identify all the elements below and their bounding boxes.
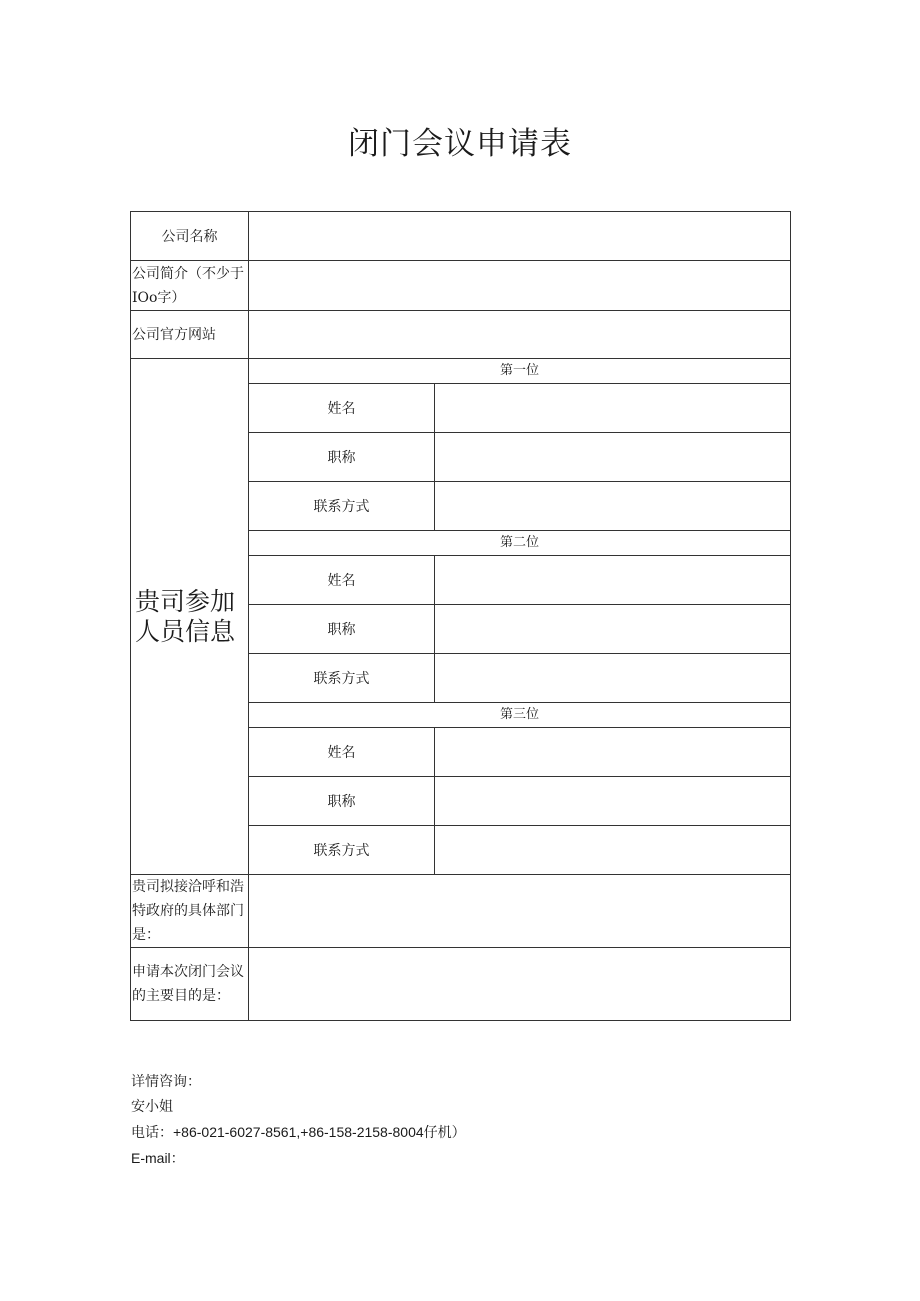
page-title: 闭门会议申请表 [348, 126, 572, 162]
purpose-field[interactable] [249, 948, 791, 1021]
company-intro-row [131, 261, 791, 311]
attendee-2-name-field[interactable] [435, 556, 791, 605]
email-label: E-mail： [131, 1150, 185, 1166]
purpose-label: 申请本次闭门会议的主要目的是： [131, 948, 249, 1021]
attendees-label: 贵司参加人员信息 [131, 359, 249, 875]
attendee-3-title-field[interactable] [435, 777, 791, 826]
department-field[interactable] [249, 875, 791, 948]
phone-suffix: 仔机） [423, 1125, 466, 1141]
attendee-2-contact-label: 联系方式 [249, 654, 435, 703]
attendee-3-contact-label: 联系方式 [249, 826, 435, 875]
company-name-label: 公司名称 [131, 212, 249, 261]
company-intro-label: 公司简介（不少于IOo字） [131, 261, 249, 311]
attendee-1-contact-label: 联系方式 [249, 482, 435, 531]
attendee-2-heading: 第二位 [249, 531, 791, 556]
attendee-1-header-row [131, 359, 791, 384]
attendee-2-title-field[interactable] [435, 605, 791, 654]
attendee-3-heading: 第三位 [249, 703, 791, 728]
attendee-1-name-field[interactable] [435, 384, 791, 433]
company-name-row [131, 212, 791, 261]
contact-footer [131, 1070, 466, 1171]
application-form-table [130, 211, 791, 1021]
attendee-3-name-label: 姓名 [249, 728, 435, 777]
company-website-label: 公司官方网站 [131, 311, 249, 359]
attendee-1-heading: 第一位 [249, 359, 791, 384]
department-row [131, 875, 791, 948]
purpose-row [131, 948, 791, 1021]
attendee-1-title-label: 职称 [249, 433, 435, 482]
attendee-3-name-field[interactable] [435, 728, 791, 777]
inquiry-line: 详情咨询： [131, 1074, 201, 1090]
attendee-3-contact-field[interactable] [435, 826, 791, 875]
company-website-field[interactable] [249, 311, 791, 359]
attendee-1-name-label: 姓名 [249, 384, 435, 433]
phone-label: 电话： [131, 1125, 173, 1141]
attendee-2-name-label: 姓名 [249, 556, 435, 605]
contact-name: 安小姐 [131, 1099, 173, 1115]
attendee-2-contact-field[interactable] [435, 654, 791, 703]
company-name-field[interactable] [249, 212, 791, 261]
company-intro-field[interactable] [249, 261, 791, 311]
attendee-3-title-label: 职称 [249, 777, 435, 826]
attendee-2-title-label: 职称 [249, 605, 435, 654]
department-label: 贵司拟接洽呼和浩特政府的具体部门是： [131, 875, 249, 948]
attendee-1-title-field[interactable] [435, 433, 791, 482]
attendee-1-contact-field[interactable] [435, 482, 791, 531]
company-website-row [131, 311, 791, 359]
phone-numbers: +86-021-6027-8561,+86-158-2158-8004 [173, 1124, 424, 1140]
phone-line [131, 1120, 466, 1146]
